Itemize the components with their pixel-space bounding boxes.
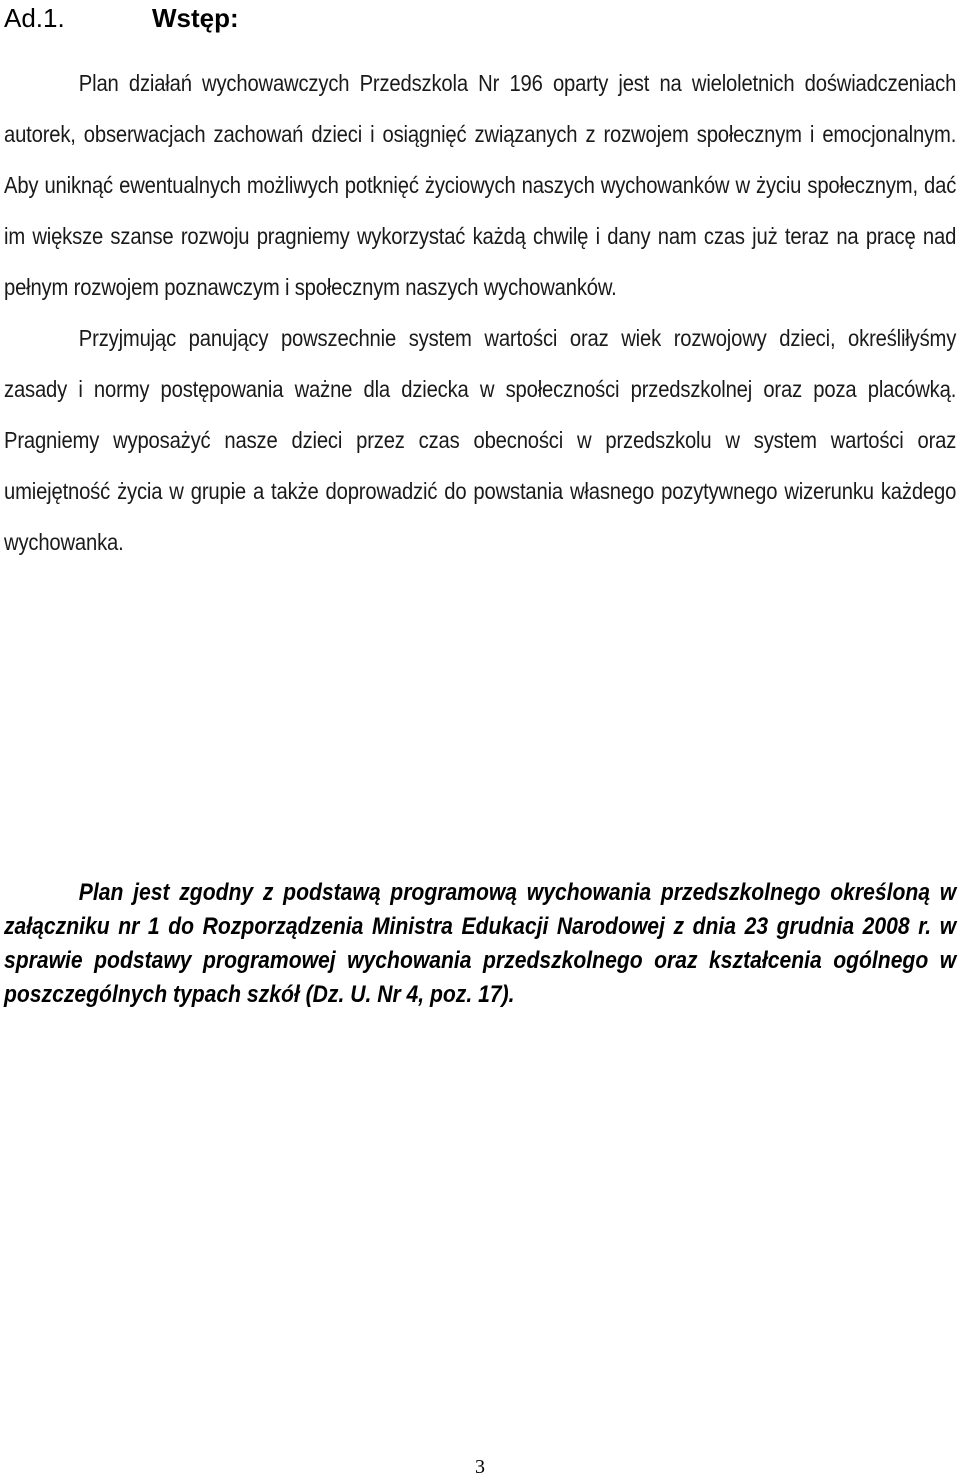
legal-basis-text: Plan jest zgodny z podstawą programową wychowania przedszkolnego określoną w załączniku nr 1 do Rozporządzenia Ministra Edukacji Narodowej z dnia 23 grudnia 2008 r. w sprawie podstawy programowej wychowania przedszkolnego oraz kształcenia ogólnego w poszczególnych typach szkół (Dz. U. Nr 4, poz. 17). — [4, 879, 957, 1008]
intro-text — [4, 58, 956, 568]
paragraph-2: Przyjmując panujący powszechnie system wartości oraz wiek rozwojowy dzieci, określiłyśmy zasady i normy postępowania ważne dla dziecka w społeczności przedszkolnej oraz poza placówką. Pragniemy wyposażyć nasze dzieci przez czas obecności w przedszkolu w system wartości oraz umiejętność życia w grupie a także doprowadzić do powstania własnego pozytywnego wizerunku każdego wychowanka. — [4, 325, 957, 555]
legal-basis-note — [4, 876, 956, 1012]
page-number-value: 3 — [475, 1456, 485, 1478]
section-title: Wstęp: — [152, 3, 239, 33]
page-number — [0, 1455, 960, 1479]
section-heading — [4, 0, 239, 36]
section-number: Ad.1. — [4, 3, 65, 33]
paragraph-1: Plan działań wychowawczych Przedszkola Nr 196 oparty jest na wieloletnich doświadczeniach autorek, obserwacjach zachowań dzieci i osiągnięć związanych z rozwojem społecznym i emocjonalnym. Aby uniknąć ewentualnych możliwych potknięć życiowych naszych wychowanków w życiu społecznym, dać im większe szanse rozwoju pragniemy wykorzystać każdą chwilę i dany nam czas już teraz na pracę nad pełnym rozwojem poznawczym i społecznym naszych wychowanków. — [4, 70, 957, 300]
